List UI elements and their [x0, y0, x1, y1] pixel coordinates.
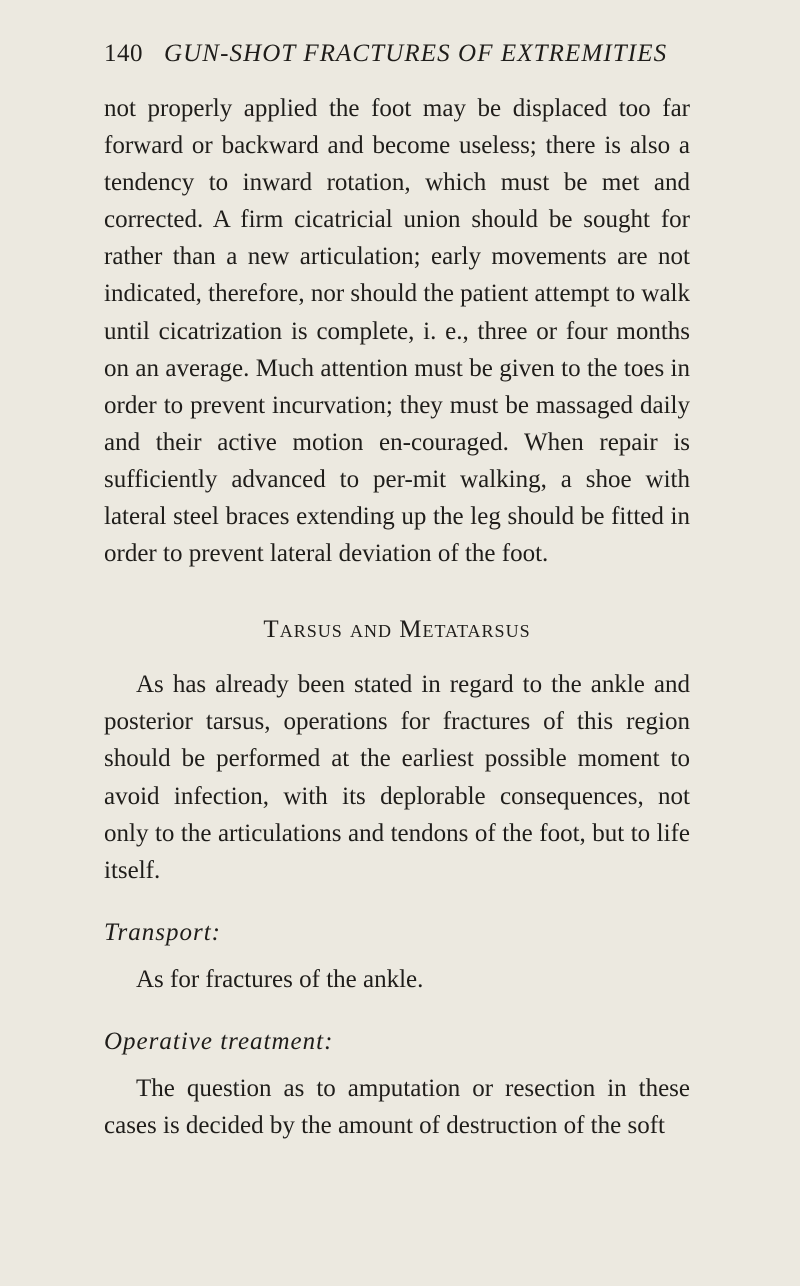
- paragraph-operations-timing: As has already been stated in regard to the ankle and posterior tarsus, operations for fractures of this region should be performed at the earliest possible moment to avoid infection, with its deplorable consequences, not only to the articulations and tendons of the foot, but to life itself.: [104, 671, 690, 884]
- paragraph-foot-displacement: not properly applied the foot may be displaced too far forward or backward and become useless; there is also a tendency to inward rotation, which must be met and corrected. A firm cicatricial union should be sought for rather than a new articulation; early movements are not indicated, therefore, nor should the patient attempt to walk until cicatrization is complete, i. e., three or four months on an average. Much attention must be given to the toes in order to prevent incurvation; they must be massaged daily and their active motion en-couraged. When repair is sufficiently advanced to per-mit walking, a shoe with lateral steel braces extending up the leg should be fitted in order to prevent lateral deviation of the foot.: [104, 95, 690, 568]
- running-head: [104, 40, 690, 80]
- section-heading-tarsus-metatarsus: Tarsus and Metatarsus: [263, 616, 531, 644]
- running-title: GUN-SHOT FRACTURES OF EXTREMITIES: [164, 40, 668, 67]
- page-number: 140: [104, 40, 143, 67]
- paragraph-amputation-resection: The question as to amputation or resection in these cases is decided by the amount of destruction of the soft: [104, 1074, 690, 1139]
- paragraph-transport: As for fractures of the ankle.: [136, 965, 424, 993]
- subheading-transport: Transport:: [104, 918, 221, 946]
- subheading-operative-treatment: Operative treatment:: [104, 1027, 334, 1055]
- book-page: [104, 40, 690, 1144]
